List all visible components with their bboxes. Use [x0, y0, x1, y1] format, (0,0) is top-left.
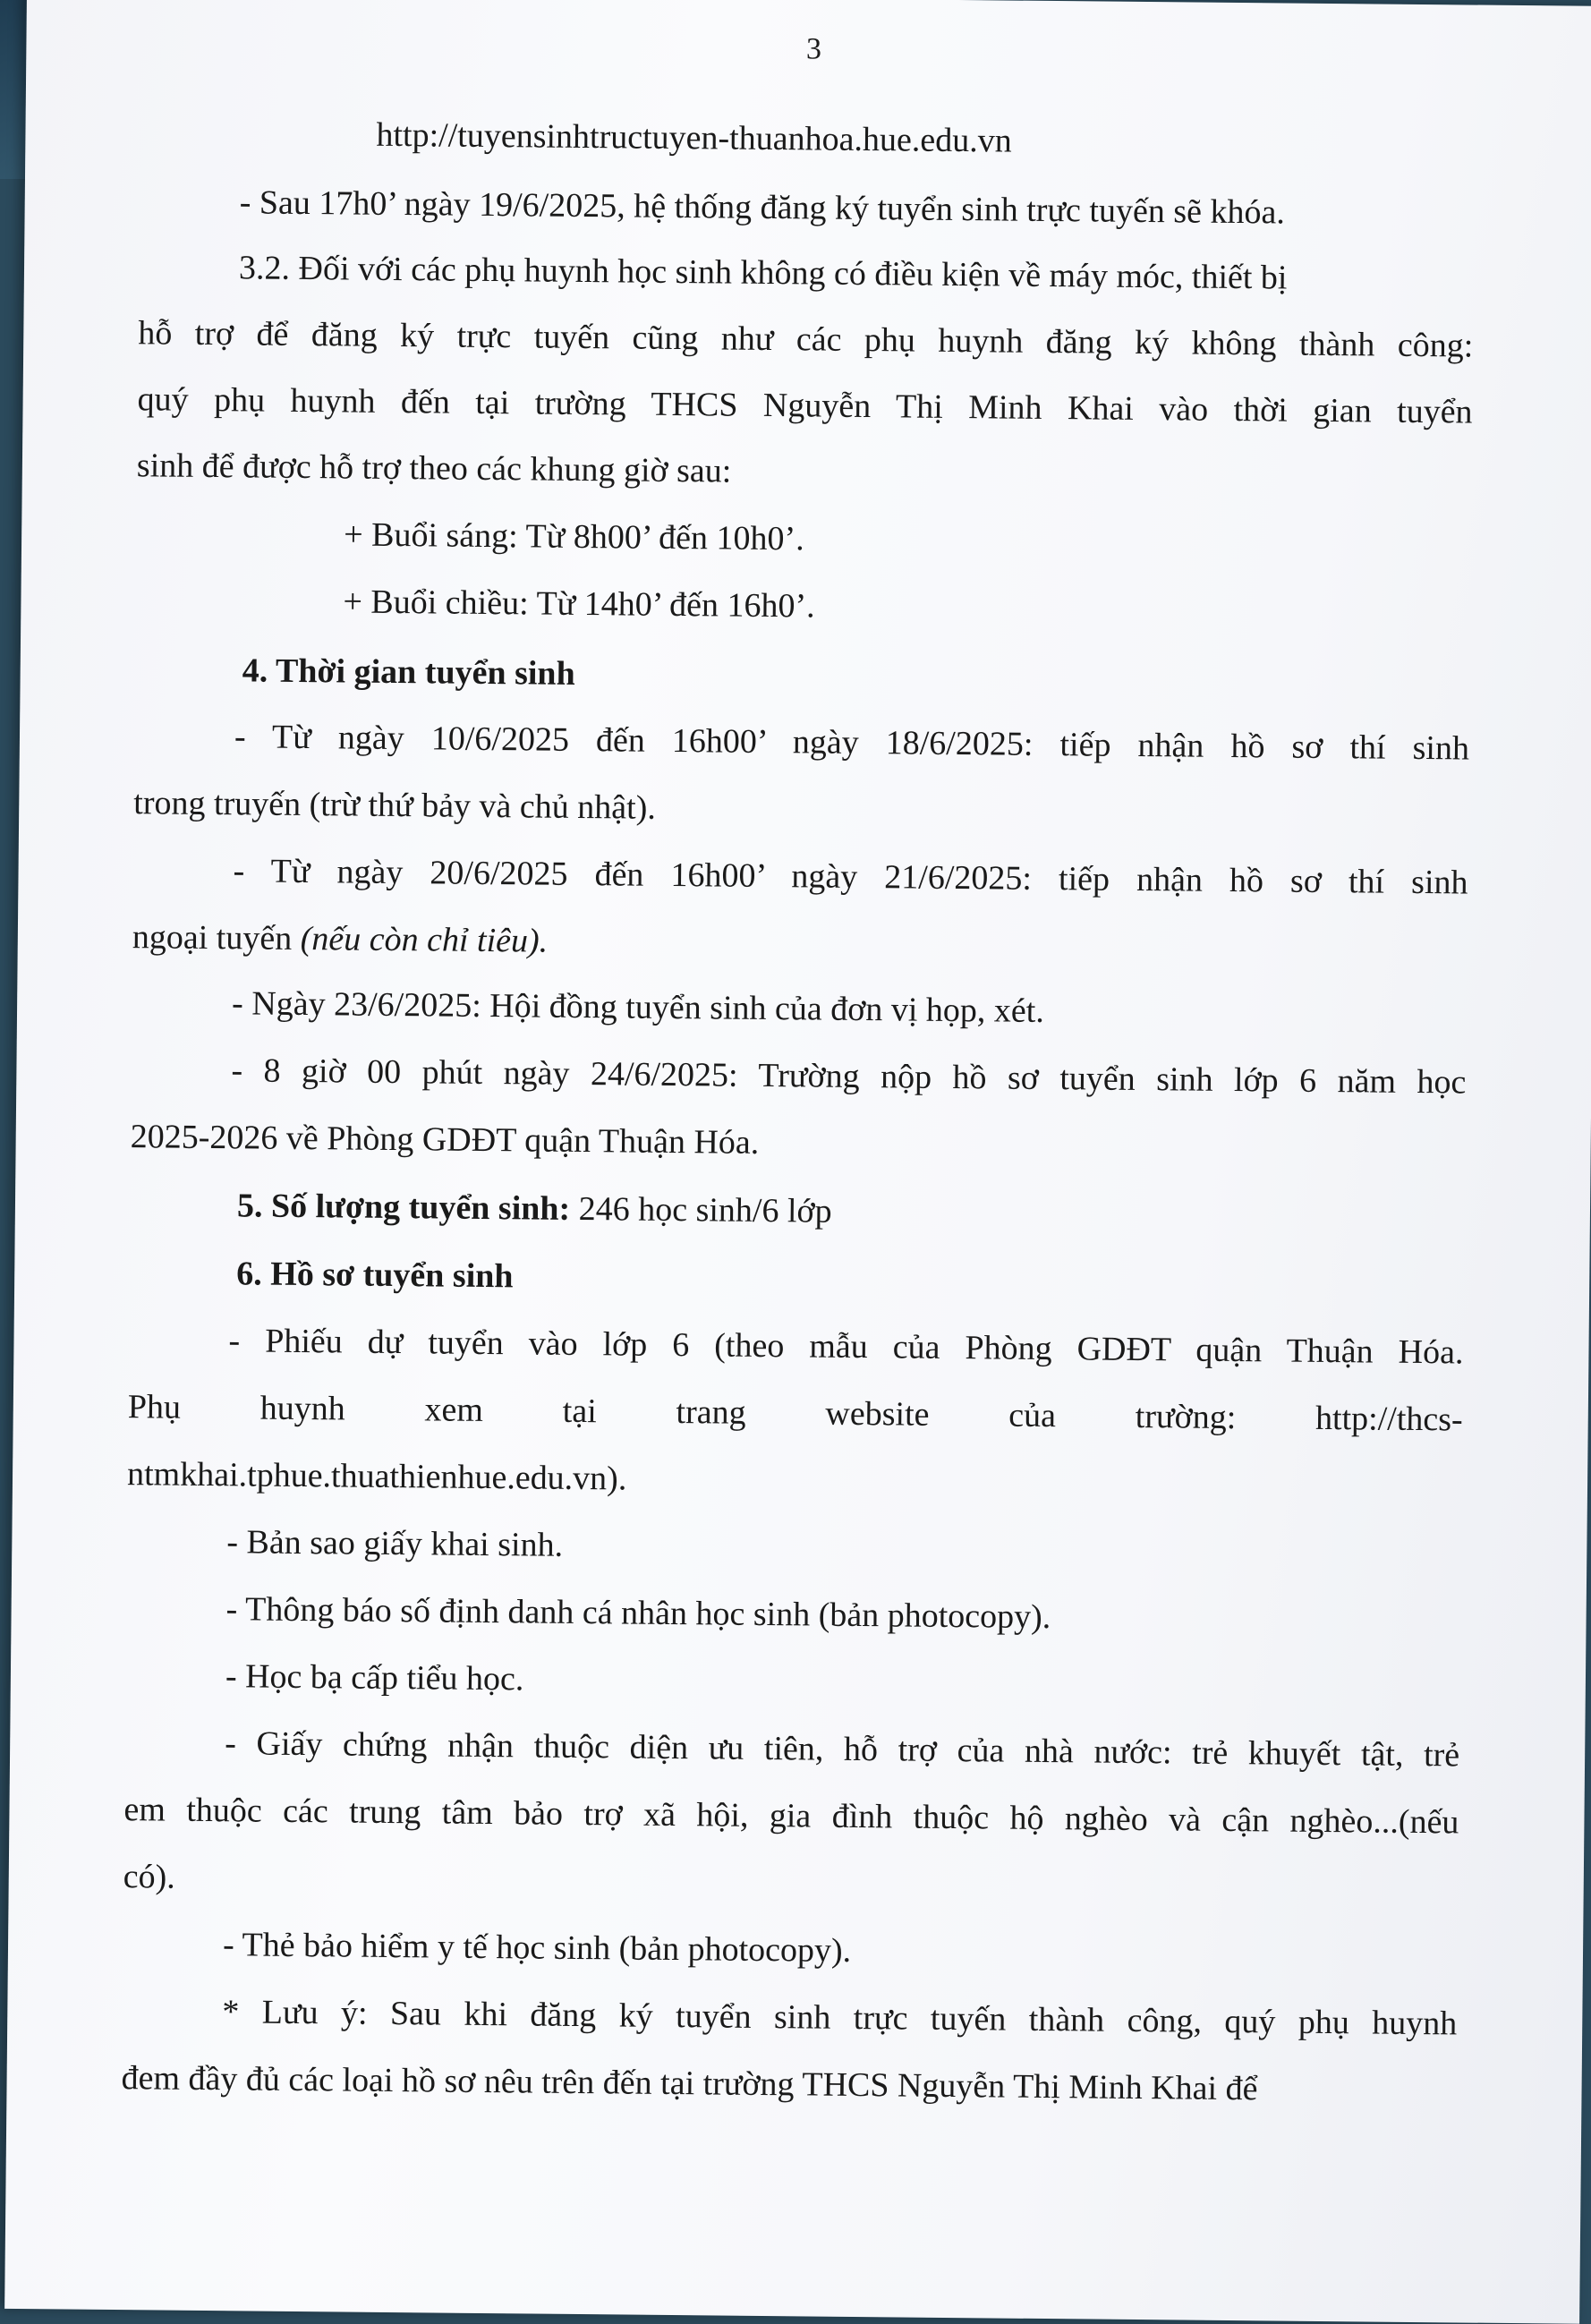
section-6-item1-line3: ntmkhai.tphue.thuathienhue.edu.vn). — [126, 1455, 627, 1498]
section-3-2-text1: 3.2. Đối với các phụ huynh học sinh không có điều kiện về máy móc, thiết bị — [238, 249, 1288, 297]
section-4-item1-line1: - Từ ngày 10/6/2025 đến 16h00’ ngày 18/6/2025: tiếp nhận hồ sơ thí sinh — [234, 718, 1470, 768]
section-3-2-line3: quý phụ huynh đến tại trường THCS Nguyễn Thị Minh Khai vào thời gian tuyển — [137, 380, 1473, 431]
section-6-item4: - Học bạ cấp tiểu học. — [225, 1657, 524, 1698]
section-4-item3: - Ngày 23/6/2025: Hội đồng tuyển sinh của đơn vị họp, xét. — [231, 984, 1045, 1030]
section-3-2-line1 — [239, 251, 1474, 296]
section-5-value: 246 học sinh/6 lớp — [569, 1189, 832, 1230]
morning-hours: + Buổi sáng: Từ 8h00’ đến 10h0’. — [343, 515, 804, 558]
section-6-item5-line3: có). — [123, 1858, 176, 1896]
spread-word: xem — [424, 1391, 484, 1429]
section-5-heading: 5. Số lượng tuyển sinh: — [236, 1187, 571, 1228]
lock-notice: - Sau 17h0’ ngày 19/6/2025, hệ thống đăng ký tuyển sinh trực tuyến sẽ khóa. — [239, 183, 1286, 232]
section-6-heading: 6. Hồ sơ tuyển sinh — [236, 1255, 514, 1296]
section-6-item1-line1: - Phiếu dự tuyển vào lớp 6 (theo mẫu của Phòng GDĐT quận Thuận Hóa. — [228, 1322, 1464, 1372]
section-6-item6: - Thẻ bảo hiểm y tế học sinh (bản photocopy). — [222, 1926, 852, 1970]
registration-url[interactable] — [376, 115, 1012, 160]
registration-url-link[interactable]: http://tuyensinhtructuyen-thuanhoa.hue.edu.vn — [376, 115, 1012, 160]
section-4-item4-line1: - 8 giờ 00 phút ngày 24/6/2025: Trường nộp hồ sơ tuyển sinh lớp 6 năm học — [231, 1051, 1467, 1102]
afternoon-hours: + Buổi chiều: Từ 14h0’ đến 16h0’. — [343, 583, 815, 626]
section-4-item2-plain: ngoại tuyến — [132, 918, 301, 958]
note-line1: * Lưu ý: Sau khi đăng ký tuyển sinh trực tuyến thành công, quý phụ huynh — [222, 1993, 1458, 2043]
spread-word: huynh — [259, 1389, 345, 1428]
section-5 — [237, 1188, 832, 1228]
section-4-item2-italic: (nếu còn chỉ tiêu). — [300, 919, 549, 960]
spread-word: trường: — [1135, 1397, 1237, 1437]
spread-word: website — [825, 1394, 930, 1434]
spread-word: của — [1008, 1396, 1057, 1435]
section-6-item3: - Thông báo số định danh cá nhân học sinh (bản photocopy). — [225, 1590, 1051, 1637]
section-4-item1-line2: trong truyến (trừ thứ bảy và chủ nhật). — [133, 784, 657, 827]
section-4-item4-line2: 2025-2026 về Phòng GDĐT quận Thuận Hóa. — [130, 1118, 760, 1162]
section-6-item5-line2: em thuộc các trung tâm bảo trợ xã hội, gia đình thuộc hộ nghèo và cận nghèo...(nếu — [123, 1791, 1459, 1842]
section-6-item5-line1: - Giấy chứng nhận thuộc diện ưu tiên, hỗ trợ của nhà nước: trẻ khuyết tật, trẻ — [225, 1724, 1460, 1775]
spread-word: Phụ — [127, 1388, 182, 1426]
page-number: 3 — [805, 32, 822, 66]
section-3-2-line2: hỗ trợ để đăng ký trực tuyến cũng như các phụ huynh đăng ký không thành công: — [138, 314, 1474, 365]
section-6-item2: - Bản sao giấy khai sinh. — [226, 1523, 564, 1564]
spread-word: trang — [676, 1393, 746, 1432]
section-3-2-line4: sinh để được hỗ trợ theo các khung giờ sau: — [136, 447, 732, 490]
section-4-item2-line2 — [132, 920, 549, 958]
section-4-item2-line1: - Từ ngày 20/6/2025 đến 16h00’ ngày 21/6/2025: tiếp nhận hồ sơ thí sinh — [233, 852, 1468, 902]
section-6-item1-line2 — [127, 1388, 1463, 1439]
spread-word: tại — [562, 1392, 597, 1431]
spread-word: http://thcs- — [1314, 1399, 1463, 1439]
note-line2: đem đầy đủ các loại hồ sơ nêu trên đến tại trường THCS Nguyễn Thị Minh Khai để — [121, 2059, 1258, 2108]
document-page — [4, 0, 1591, 2324]
section-4-heading: 4. Thời gian tuyển sinh — [242, 651, 575, 693]
